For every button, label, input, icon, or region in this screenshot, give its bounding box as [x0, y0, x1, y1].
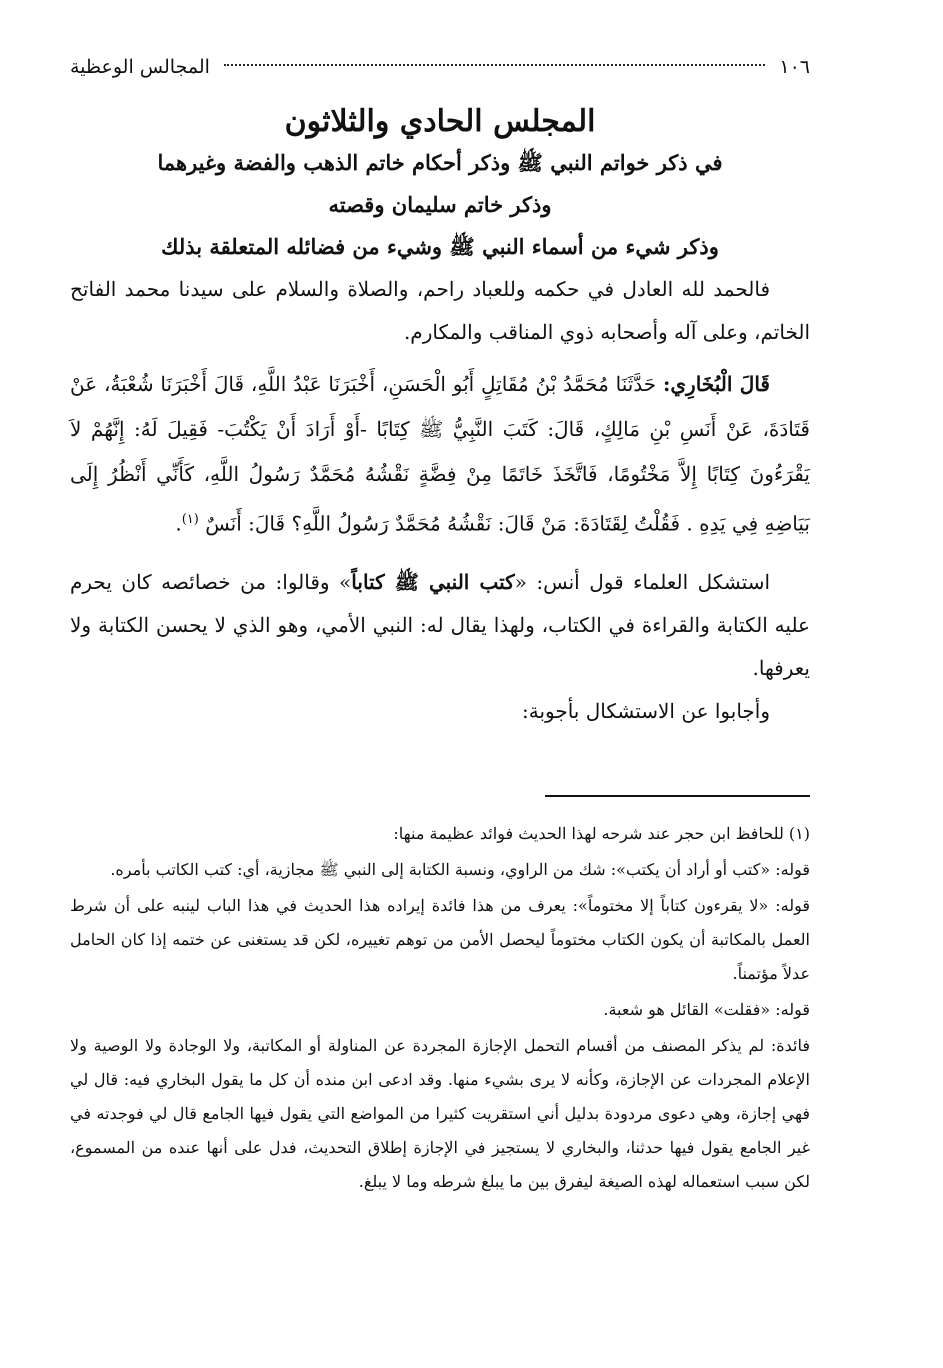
page-number: ١٠٦ — [779, 56, 810, 78]
chapter-title: المجلس الحادي والثلاثون — [284, 104, 596, 139]
answers-paragraph: وأجابوا عن الاستشكال بأجوبة: — [521, 698, 770, 723]
ishkal-quote: كتب النبي ﷺ كتاباً — [351, 569, 515, 594]
running-header — [70, 52, 810, 82]
chapter-subtitle-2: وذكر خاتم سليمان وقصته — [328, 192, 552, 217]
footnote-separator — [545, 795, 810, 797]
footnote-3: قوله: «لا يقرءون كتاباً إلا مختوماً»: يعرف من هذا فائدة إيراده هذا الحديث في هذا الباب لينبه على أن شرط العمل بالمكاتبة أن يكون الكتاب مختوماً ليحصل الأمن من توهم تغييره، لكن قد يستغنى عن ختمه إذا كان الحامل عدلاً مؤتمناً. — [70, 895, 810, 983]
hadith-paragraph: قَالَ الْبُخَارِي: حَدَّثَنَا مُحَمَّدُ بْنُ مُقَاتِلٍ أَبُو الْحَسَنِ، أَخْبَرَنَا عَبْدُ اللَّهِ، قَالَ أَخْبَرَنَا شُعْبَةُ، عَنْ قَتَادَةَ، عَنْ أَنَسِ بْنِ مَالِكٍ، قَالَ: كَتَبَ النَّبِيُّ ﷺ كِتَابًا -أَوْ أَرَادَ أَنْ يَكْتُبَ- فَقِيلَ لَهُ: إِنَّهُمْ لاَ يَقْرَءُونَ كِتَابًا إِلاَّ مَخْتُومًا، فَاتَّخَذَ خَاتَمًا مِنْ فِضَّةٍ نَقْشُهُ مُحَمَّدٌ رَسُولُ اللَّهِ، كَأَنِّي أَنْظُرُ إِلَى بَيَاضِهِ فِي يَدِهِ . فَقُلْتُ لِقَتَادَةَ: مَنْ قَالَ: نَقْشُهُ مُحَمَّدٌ رَسُولُ اللَّهِ؟ قَالَ: أَنَسٌ $^{(١)}$. — [70, 372, 810, 536]
footnote-4: قوله: «فقلت» القائل هو شعبة. — [603, 999, 810, 1019]
book-title: المجالس الوعظية — [70, 56, 210, 78]
intro-paragraph: فالحمد لله العادل في حكمه وللعباد راحم، والصلاة والسلام على سيدنا محمد الفاتح الخاتم، وعلى آله وأصحابه ذوي المناقب والمكارم. — [70, 277, 810, 344]
header-dotted-leader — [224, 64, 765, 66]
ishkal-text-after: » وقالوا: من خصائصه كان يحرم عليه الكتابة والقراءة في الكتاب، ولهذا يقال له: النبي الأمي، وهو الذي لا يحسن الكتابة ولا يعرفها. — [70, 569, 810, 680]
document-page — [70, 52, 810, 1201]
footnote-reference: (١) — [181, 512, 199, 527]
ishkal-paragraph — [70, 561, 810, 690]
footnote-5: فائدة: لم يذكر المصنف من أقسام التحمل الإجازة المجردة عن المناولة أو المكاتبة، ولا الوجادة ولا الوصية ولا الإعلام المجردات عن الإجازة، وكأنه لا يرى بشيء منها. وقد ادعى ابن منده أن كل ما يقول البخاري فيه: قال لي فهي إجازة، وهي دعوى مردودة بدليل أني استقريت كثيرا من المواضع التي يقول فيها الجامع قال لي فوجدته في غير الجامع يقول فيها حدثنا، والبخاري لا يستجيز في الإجازة إطلاق التحديث، فدل على أنها عنده من المسموع، لكن سبب استعماله لهذه الصيغة ليفرق بين ما يبلغ شرطه وما لا يبلغ. — [70, 1035, 811, 1191]
chapter-subtitle-1: في ذكر خواتم النبي ﷺ وذكر أحكام خاتم الذهب والفضة وغيرهما — [157, 150, 723, 175]
chapter-subtitle-3: وذكر شيء من أسماء النبي ﷺ وشيء من فضائله المتعلقة بذلك — [161, 234, 719, 259]
footnote-1: (١) للحافظ ابن حجر عند شرحه لهذا الحديث فوائد عظيمة منها: — [393, 823, 810, 843]
hadith-lead: قَالَ الْبُخَارِي: — [663, 372, 770, 396]
footnotes — [70, 817, 810, 1199]
footnote-2: قوله: «كتب أو أراد أن يكتب»: شك من الراوي، ونسبة الكتابة إلى النبي ﷺ مجازية، أي: كتب الكاتب بأمره. — [110, 859, 810, 879]
hadith-text: حَدَّثَنَا مُحَمَّدُ بْنُ مُقَاتِلٍ أَبُو الْحَسَنِ، أَخْبَرَنَا عَبْدُ اللَّهِ، قَالَ أَخْبَرَنَا شُعْبَةُ، عَنْ قَتَادَةَ، عَنْ أَنَسِ بْنِ مَالِكٍ، قَالَ: كَتَبَ النَّبِيُّ ﷺ كِتَابًا -أَوْ أَرَادَ أَنْ يَكْتُبَ- فَقِيلَ لَهُ: إِنَّهُمْ لاَ يَقْرَءُونَ كِتَابًا إِلاَّ مَخْتُومًا، فَاتَّخَذَ خَاتَمًا مِنْ فِضَّةٍ نَقْشُهُ مُحَمَّدٌ رَسُولُ اللَّهِ، كَأَنِّي أَنْظُرُ إِلَى بَيَاضِهِ فِي يَدِهِ . فَقُلْتُ لِقَتَادَةَ: مَنْ قَالَ: نَقْشُهُ مُحَمَّدٌ رَسُولُ اللَّهِ؟ قَالَ: أَنَسٌ — [70, 372, 810, 536]
ishkal-text-before: استشكل العلماء قول أنس: « — [514, 569, 771, 594]
